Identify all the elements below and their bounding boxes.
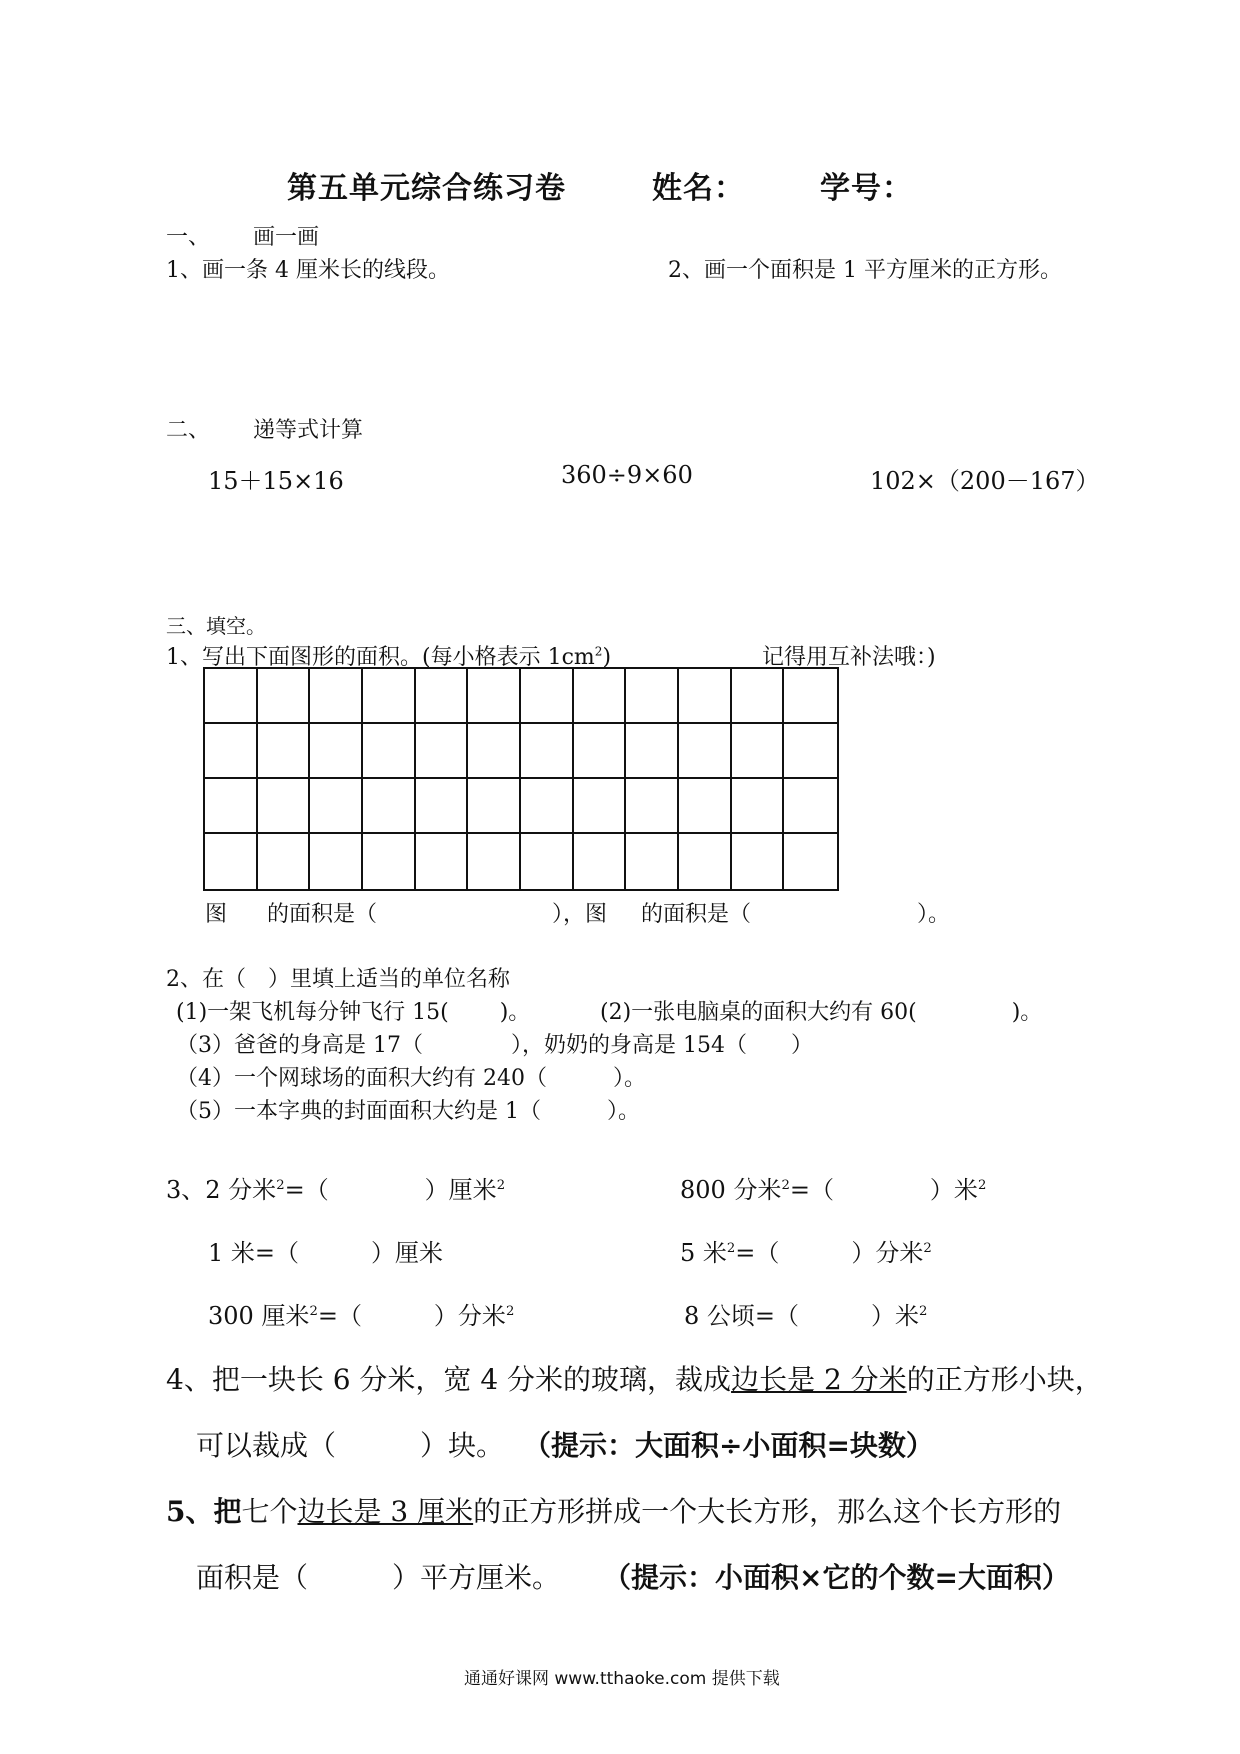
section1-question2: 2、画一个面积是 1 平方厘米的正方形。 bbox=[668, 258, 1062, 283]
question2-item-4: （4）一个网球场的面积大约有 240（ ）。 bbox=[176, 1066, 646, 1091]
q3-sup: 2 bbox=[276, 1178, 285, 1193]
question3-row3-left bbox=[208, 1296, 514, 1331]
question3-row1-left bbox=[166, 1170, 505, 1205]
area-grid bbox=[203, 667, 839, 891]
student-id-label: 学号： bbox=[820, 171, 913, 206]
answer-line-fig2: ），图 bbox=[552, 902, 608, 927]
q3-r1b2: =（ ）米 bbox=[789, 1176, 978, 1204]
q3-r3b: 8 公顷=（ ）米 bbox=[684, 1302, 920, 1330]
q5-line1a: 5、把 bbox=[166, 1495, 242, 1528]
question2-heading: 2、在（ ）里填上适当的单位名称 bbox=[166, 967, 510, 992]
question1-close: ) bbox=[602, 645, 612, 670]
q4-line1c: 的正方形小块， bbox=[906, 1363, 1103, 1396]
q3-sup: 2 bbox=[923, 1241, 932, 1256]
section1-question1: 1、画一条 4 厘米长的线段。 bbox=[166, 258, 450, 283]
q4-underlined: 边长是 2 分米 bbox=[731, 1363, 907, 1396]
q3-r2b2: =（ ）分米 bbox=[735, 1239, 924, 1267]
q5-line1b: 七个 bbox=[241, 1495, 298, 1528]
q3-sup: 2 bbox=[309, 1304, 318, 1319]
name-label: 姓名： bbox=[652, 171, 745, 206]
q3-r1a2: =（ ）厘米 bbox=[284, 1176, 497, 1204]
footer: 通通好课网 www.tthaoke.com 提供下载 bbox=[464, 1669, 780, 1689]
question5-line1 bbox=[166, 1490, 1061, 1530]
q3-r1b: 800 分米 bbox=[680, 1176, 782, 1204]
section2-number: 二、 bbox=[166, 418, 211, 443]
question5-line2: 面积是（ ）平方厘米。 bbox=[196, 1561, 561, 1594]
question4-line2: 可以裁成（ ）块。 bbox=[196, 1429, 505, 1462]
section1-number: 一、 bbox=[166, 225, 211, 250]
q3-sup: 2 bbox=[496, 1178, 506, 1193]
q3-r3a: 300 厘米 bbox=[208, 1302, 310, 1330]
question3-row2-right bbox=[680, 1233, 932, 1268]
answer-line-area1: 的面积是（ bbox=[267, 902, 378, 927]
q3-sup: 2 bbox=[726, 1241, 736, 1256]
expression-2: 360÷9×60 bbox=[561, 461, 693, 489]
question2-item-1: (1)一架飞机每分钟飞行 15( )。 bbox=[176, 1000, 531, 1025]
q5-line1d: 的正方形拼成一个大长方形，那么这个长方形的 bbox=[473, 1495, 1062, 1528]
q3-r3a2: =（ ）分米 bbox=[317, 1302, 506, 1330]
section2-heading: 递等式计算 bbox=[253, 418, 364, 443]
question2-item-2: (2)一张电脑桌的面积大约有 60( )。 bbox=[600, 1000, 1043, 1025]
q3-sup: 2 bbox=[505, 1304, 515, 1319]
q3-r1a: 2 分米 bbox=[205, 1176, 277, 1204]
q5-underlined: 边长是 3 厘米 bbox=[297, 1495, 474, 1528]
question1-superscript: 2 bbox=[594, 644, 603, 659]
q4-line1a: 4、把一块长 6 分米，宽 4 分米的玻璃，裁成 bbox=[166, 1363, 732, 1396]
question4-hint: （提示：大面积÷小面积=块数） bbox=[523, 1429, 934, 1462]
section1-heading: 画一画 bbox=[253, 225, 320, 250]
expression-3: 102×（200－167） bbox=[870, 467, 1100, 495]
answer-line-area2: 的面积是（ bbox=[641, 902, 752, 927]
q3-sup: 2 bbox=[781, 1178, 790, 1193]
question1-text: 1、写出下面图形的面积。(每小格表示 1cm bbox=[166, 645, 595, 670]
question4-line1 bbox=[166, 1358, 1103, 1398]
q3-r2b: 5 米 bbox=[680, 1239, 727, 1267]
expression-1: 15＋15×16 bbox=[208, 467, 344, 495]
answer-line-fig1: 图 bbox=[205, 902, 228, 927]
answer-line-end: ）。 bbox=[917, 902, 951, 927]
question1-hint: 记得用互补法哦：) bbox=[762, 645, 936, 670]
question2-item-5: （5）一本字典的封面面积大约是 1（ ）。 bbox=[176, 1099, 640, 1124]
question5-hint: （提示：小面积×它的个数=大面积） bbox=[603, 1561, 1070, 1594]
section3-heading: 三、填空。 bbox=[166, 614, 266, 638]
question3-row1-right bbox=[680, 1170, 986, 1205]
q3-sup: 2 bbox=[919, 1304, 928, 1319]
question3-row2-left: 1 米=（ ）厘米 bbox=[208, 1239, 444, 1267]
question3-row3-right bbox=[684, 1296, 927, 1331]
question2-item-3: （3）爸爸的身高是 17（ ），奶奶的身高是 154（ ） bbox=[176, 1033, 813, 1058]
q3-sup: 2 bbox=[977, 1178, 987, 1193]
page-title: 第五单元综合练习卷 bbox=[287, 171, 566, 206]
q3-prefix: 3、 bbox=[166, 1176, 206, 1204]
